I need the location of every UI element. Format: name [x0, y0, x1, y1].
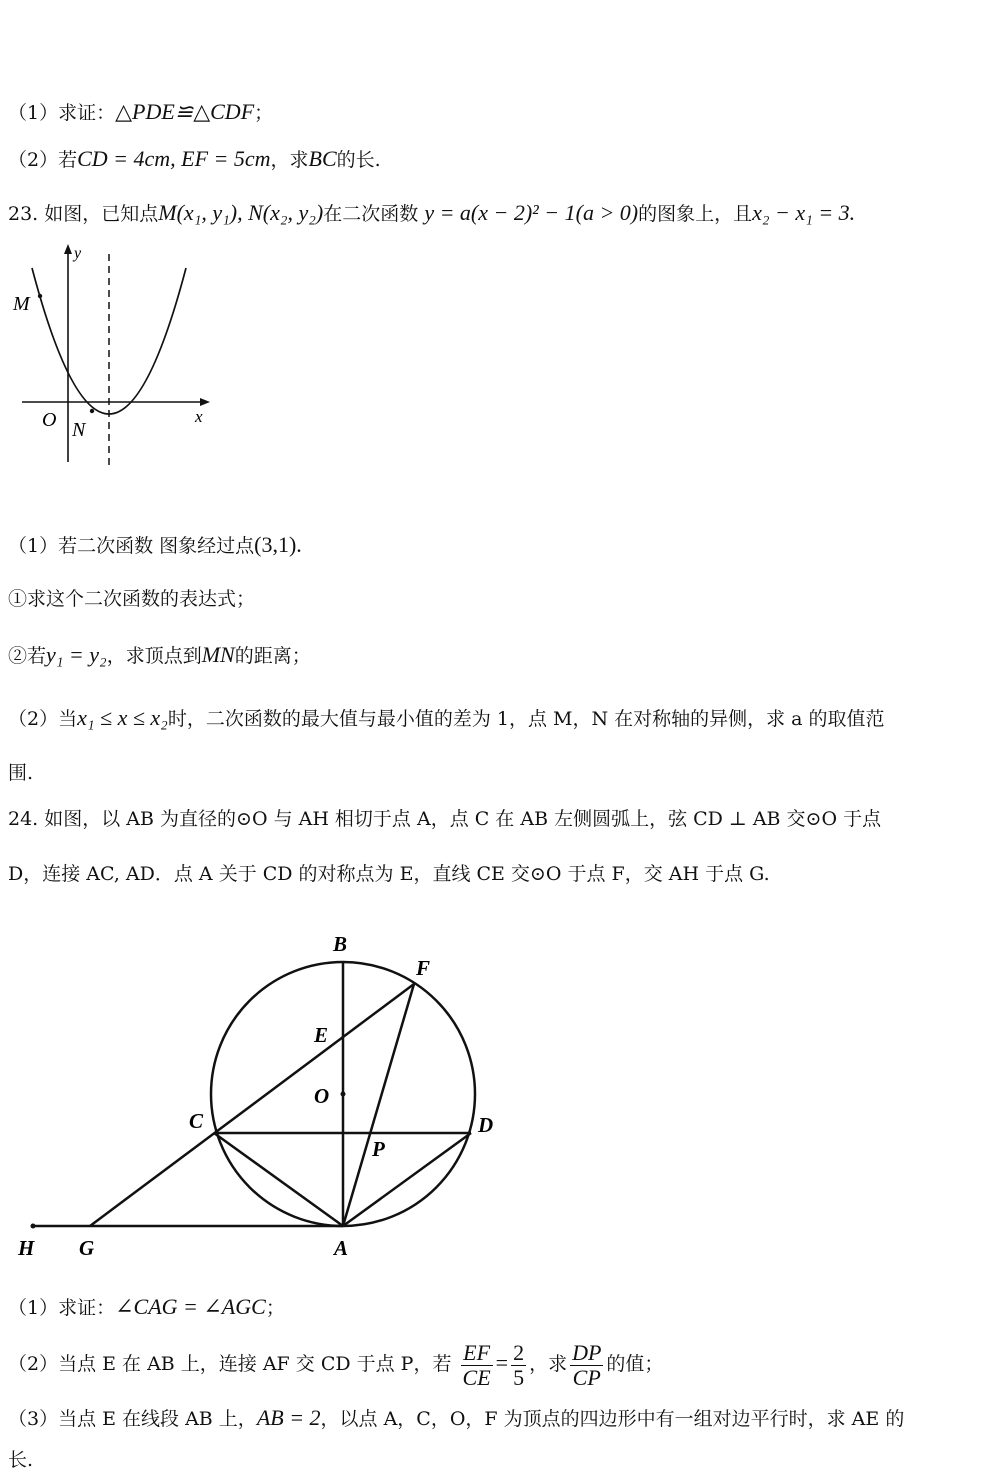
q24-sub2: （2）当点 E 在 AB 上，连接 AF 交 CD 于点 P，若 $\frac{EF}{CE}$ = $\frac{2}{5}$ ，求 $\frac{DP}{CP}$ 的值；: [8, 1339, 664, 1390]
label-h: H: [18, 1236, 35, 1260]
label-y: y: [74, 245, 82, 262]
q24-sub3: （3）当点 E 在线段 AB 上，AB = 2，以点 A，C，O，F 为顶点的四边形中有一组对边平行时，求 AE 的: [8, 1405, 905, 1430]
q24-circle-figure: [0, 920, 520, 1265]
point-m: [38, 294, 42, 298]
q22-part1: （1）求证：△PDE≌△CDF；: [8, 99, 274, 124]
q24-sub3-cont: 长.: [8, 1449, 34, 1471]
q24-stem-line1: 24. 如图，以 AB 为直径的⊙O 与 AH 相切于点 A，点 C 在 AB 左侧圆弧上，弦 CD ⊥ AB 交⊙O 于点: [8, 808, 882, 830]
label-o: O: [42, 409, 57, 431]
fraction-2-5: $\frac{2}{5}$: [513, 1339, 525, 1390]
label-g: G: [79, 1236, 95, 1260]
label-b: B: [333, 932, 348, 956]
label-c: C: [189, 1109, 204, 1133]
x-axis-arrow: [200, 398, 210, 406]
point-h: [31, 1224, 36, 1229]
segment-af: [343, 984, 414, 1226]
label-d: D: [478, 1113, 494, 1137]
q22-part2: （2）若CD = 4cm, EF = 5cm，求BC的长.: [8, 146, 381, 171]
q23-sub1-ii: ②若y₁ = y₂，求顶点到MN的距离；: [8, 642, 311, 667]
label-f: F: [416, 956, 431, 980]
label-p: P: [372, 1137, 385, 1161]
fraction-dp-cp: $\frac{DP}{CP}$: [572, 1339, 602, 1390]
label-m: M: [13, 293, 30, 315]
q23-sub1: （1）若二次函数 图象经过点(3,1).: [8, 532, 302, 557]
fraction-ef-ce: $\frac{EF}{CE}$: [462, 1339, 491, 1390]
q23-sub2: （2）当x₁ ≤ x ≤ x₂时，二次函数的最大值与最小值的差为 1，点 M，N 在对称轴的异侧，求 a 的取值范: [8, 705, 885, 730]
q24-sub1: （1）求证：∠CAG = ∠AGC；: [8, 1294, 285, 1319]
label-n: N: [72, 419, 86, 441]
label-e: E: [314, 1023, 329, 1047]
q24-stem-line2: D，连接 AC, AD．点 A 关于 CD 的对称点为 E，直线 CE 交⊙O 于点 F，交 AH 于点 G.: [8, 863, 770, 885]
segment-ca: [214, 1133, 343, 1226]
q23-stem: 23. 如图，已知点M(x₁, y₁), N(x₂, y₂)在二次函数 y = a(x − 2)² − 1(a > 0)的图象上，且x₂ − x₁ = 3.: [8, 200, 856, 225]
q23-sub2-cont: 围.: [8, 762, 34, 784]
q23-sub1-i: ①求这个二次函数的表达式；: [8, 588, 256, 610]
segment-da: [343, 1133, 471, 1226]
label-x: x: [195, 407, 203, 426]
point-o: [341, 1092, 346, 1097]
q23-parabola-figure: [8, 240, 218, 470]
y-axis-arrow: [64, 244, 72, 254]
label-a: A: [334, 1236, 349, 1260]
label-o: O: [314, 1084, 330, 1108]
point-n: [90, 409, 94, 413]
